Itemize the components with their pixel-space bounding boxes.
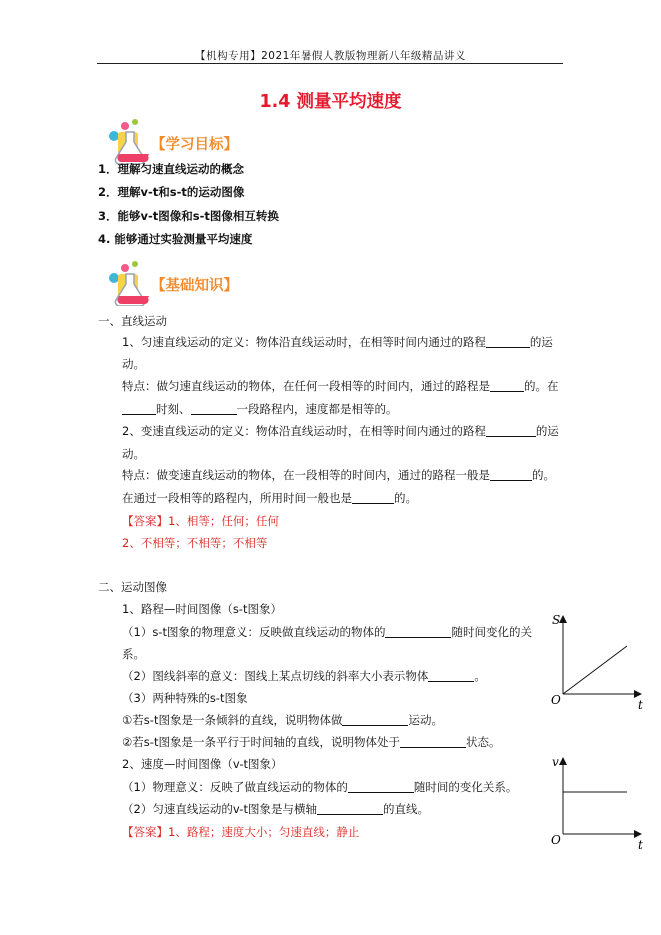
text-line: （1）物理意义：反映了做直线运动的物体的 随时间的变化关系。 bbox=[122, 780, 518, 794]
text-line: ②若s-t图象是一条平行于时间轴的直线，说明物体处于 状态。 bbox=[122, 735, 501, 749]
page-title: 1.4 测量平均速度 bbox=[259, 92, 402, 112]
st-graph bbox=[543, 608, 647, 712]
text-line: （2）匀速直线运动的v-t图象是与横轴 的直线。 bbox=[122, 802, 429, 816]
origin-label: O bbox=[551, 833, 561, 847]
text-line: （2）图线斜率的意义：图线上某点切线的斜率大小表示物体 。 bbox=[122, 669, 486, 683]
text-line: 动。 bbox=[122, 357, 145, 371]
graph-line bbox=[563, 646, 627, 694]
text-line: （3）两种特殊的s-t图象 bbox=[122, 691, 248, 705]
text-line: 2、变速直线运动的定义：物体沿直线运动时，在相等时间内通过的路程 的运 bbox=[122, 424, 559, 438]
part-heading: 一、直线运动 bbox=[98, 314, 167, 328]
text-line: ①若s-t图象是一条倾斜的直线，说明物体做 运动。 bbox=[122, 713, 443, 727]
text-line: 1、匀速直线运动的定义：物体沿直线运动时，在相等时间内通过的路程 的运 bbox=[122, 335, 553, 349]
goal-item: 4. 能够通过实验测量平均速度 bbox=[98, 232, 253, 246]
flask-icon bbox=[104, 260, 150, 306]
answer-line: 【答案】1、路程；速度大小；匀速直线；静止 bbox=[122, 825, 360, 839]
text-line: 动。 bbox=[122, 447, 145, 461]
text-line: 特点：做匀速直线运动的物体，在任何一段相等的时间内，通过的路程是 的。在 bbox=[122, 379, 559, 393]
part-heading: 二、运动图像 bbox=[98, 580, 167, 594]
origin-label: O bbox=[551, 693, 561, 707]
text-line: 系。 bbox=[122, 647, 145, 661]
header-divider bbox=[97, 63, 563, 64]
flask-icon bbox=[104, 118, 150, 164]
text-line: 时刻、 一段路程内，速度都是相等的。 bbox=[122, 401, 398, 417]
text-line: （1）s-t图象的物理意义：反映做直线运动的物体的 随时间变化的关 bbox=[122, 625, 532, 639]
y-axis-label: S bbox=[552, 613, 561, 627]
x-axis-label: t bbox=[638, 838, 643, 852]
goal-item: 3．能够v-t图像和s-t图像相互转换 bbox=[98, 209, 279, 223]
text-line: 在通过一段相等的路程内，所用时间一般也是 的。 bbox=[122, 491, 417, 505]
page-header: 【机构专用】2021年暑假人教版物理新八年级精品讲义 bbox=[195, 50, 466, 62]
goal-item: 2．理解v-t和s-t的运动图像 bbox=[98, 185, 245, 199]
vt-graph bbox=[543, 752, 647, 852]
answer-line: 【答案】1、相等；任何；任何 bbox=[122, 514, 279, 528]
text-line: 1、路程—时间图像（s-t图象） bbox=[122, 602, 282, 616]
text-line: 2、速度—时间图像（v-t图象） bbox=[122, 757, 283, 771]
text-line: 特点：做变速直线运动的物体，在一段相等的时间内，通过的路程一般是 的。 bbox=[122, 468, 555, 482]
x-axis-label: t bbox=[638, 698, 643, 712]
section-heading-goals: 【学习目标】 bbox=[151, 137, 238, 153]
y-axis-label: v bbox=[552, 755, 559, 769]
section-heading-basics: 【基础知识】 bbox=[151, 278, 238, 294]
goal-item: 1．理解匀速直线运动的概念 bbox=[98, 162, 245, 176]
answer-line: 2、不相等；不相等；不相等 bbox=[122, 536, 268, 550]
